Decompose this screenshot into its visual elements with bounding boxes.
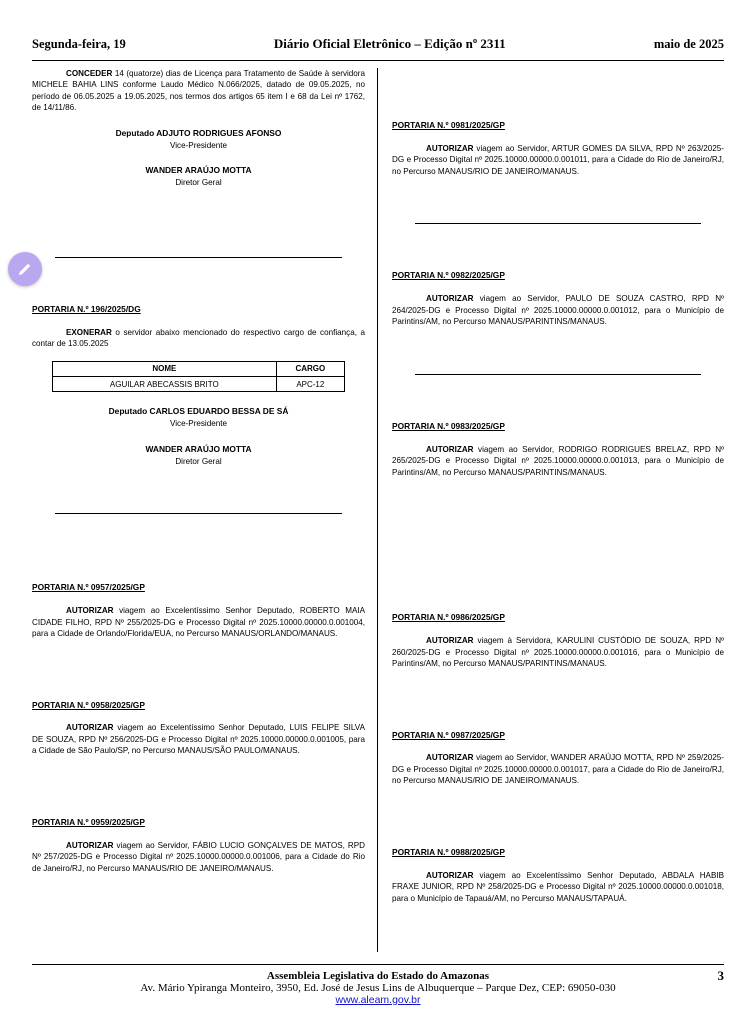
section-divider: [55, 513, 341, 514]
column-header-nome: NOME: [52, 361, 276, 376]
page-number: 3: [717, 968, 724, 983]
spacer: [392, 328, 724, 358]
portaria-0987-text: viagem ao Servidor, WANDER ARAÚJO MOTTA, RPD Nº 259/2025-DG e Processo Digital nº 2025.10000.00000.0.001017, para a Cidade do Rio de Janeiro/RJ, no Percurso MANAUS/RIO DE JANEIRO/MANAUS.: [392, 753, 724, 786]
footer-address: Av. Mário Ypiranga Monteiro, 3950, Ed. José de Jesus Lins de Albuquerque – Parque Dez, CEP: 69050-030: [140, 982, 616, 994]
portaria-0987-keyword: AUTORIZAR: [426, 753, 474, 763]
header-date-right: maio de 2025: [653, 37, 724, 51]
cargo-table: [52, 361, 345, 393]
spacer: [32, 787, 365, 817]
signature-4-name: WANDER ARAÚJO MOTTA: [145, 443, 252, 454]
footer-institution: Assembleia Legislativa do Estado do Amazonas: [266, 970, 490, 982]
portaria-0983-paragraph: [392, 444, 724, 478]
footer-divider: [32, 964, 724, 965]
portaria-0959-title: PORTARIA N.º 0959/2025/GP: [32, 816, 145, 827]
portaria-0981-paragraph: [392, 143, 724, 177]
table-row: [52, 377, 344, 392]
section-divider: [415, 374, 701, 375]
spacer: [392, 177, 724, 207]
signature-4-role: Diretor Geral: [175, 456, 222, 466]
spacer: [392, 582, 724, 612]
portaria-0957-text: viagem ao Excelentíssimo Senhor Deputado, ROBERTO MAIA CIDADE FILHO, RPD Nº 255/2025-DG e Processo Digital nº 2025.10000.00000.0.001004, para a Cidade de Orlando/Florida/EUA, no Percurso MANAUS/ORLANDO/MANAUS.: [32, 606, 365, 639]
conceder-keyword: CONCEDER: [66, 69, 113, 78]
signature-2-name: WANDER ARAÚJO MOTTA: [145, 165, 252, 176]
portaria-0958-paragraph: [32, 722, 365, 756]
portaria-0986-paragraph: [392, 635, 724, 669]
conceder-paragraph: [32, 68, 365, 114]
cell-nome: AGUILAR ABECASSIS BRITO: [52, 377, 276, 392]
spacer: [32, 189, 365, 241]
spacer: [32, 467, 365, 497]
portaria-0957-paragraph: [32, 605, 365, 639]
page-header: [32, 36, 724, 52]
spacer: [392, 787, 724, 817]
signature-2-role: Diretor Geral: [175, 178, 222, 188]
signature-1-name: Deputado ADJUTO RODRIGUES AFONSO: [115, 127, 282, 138]
page-footer: [32, 964, 724, 1006]
portaria-0959-keyword: AUTORIZAR: [66, 840, 114, 850]
portaria-0988-paragraph: [392, 870, 724, 904]
portaria-0983-title: PORTARIA N.º 0983/2025/GP: [392, 420, 505, 431]
portaria-0988-keyword: AUTORIZAR: [426, 870, 474, 880]
portaria-0958-keyword: AUTORIZAR: [66, 723, 114, 733]
cell-cargo: APC-12: [276, 377, 344, 392]
spacer: [32, 670, 365, 700]
portaria-0981-text: viagem ao Servidor, ARTUR GOMES DA SILVA, RPD Nº 263/2025-DG e Processo Digital nº 2025.10000.00000.0.001011, para a Cidade do Rio de Janeiro/RJ, no Percurso MANAUS/RIO DE JANEIRO/MANAUS.: [392, 143, 724, 176]
table-header-row: [52, 361, 344, 376]
header-date-left: Segunda-feira, 19: [32, 37, 126, 51]
spacer: [392, 817, 724, 847]
portaria-0986-title: PORTARIA N.º 0986/2025/GP: [392, 612, 505, 623]
spacer: [392, 68, 724, 120]
section-divider: [55, 257, 341, 258]
portaria-0986-keyword: AUTORIZAR: [426, 636, 474, 646]
portaria-0988-title: PORTARIA N.º 0988/2025/GP: [392, 846, 505, 857]
pencil-icon: [16, 260, 34, 278]
column-header-cargo: CARGO: [276, 361, 344, 376]
spacer: [392, 530, 724, 582]
signature-3-name: Deputado CARLOS EDUARDO BESSA DE SÁ: [108, 406, 289, 417]
portaria-0987-title: PORTARIA N.º 0987/2025/GP: [392, 729, 505, 740]
portaria-0959-paragraph: [32, 840, 365, 874]
spacer: [32, 530, 365, 582]
portaria-0982-keyword: AUTORIZAR: [426, 294, 474, 304]
portaria-0982-text: viagem ao Servidor, PAULO DE SOUZA CASTRO, RPD Nº 264/2025-DG e Processo Digital nº 2025.10000.00000.0.001012, para o Município de Parintins/AM, no Percurso MANAUS/PARINTINS/MANAUS.: [392, 294, 724, 327]
portaria-0982-title: PORTARIA N.º 0982/2025/GP: [392, 270, 505, 281]
spacer: [392, 670, 724, 700]
signature-3-role: Vice-Presidente: [170, 419, 227, 429]
header-divider: [32, 60, 724, 61]
spacer: [32, 274, 365, 304]
portaria-0958-text: viagem ao Excelentíssimo Senhor Deputado, LUIS FELIPE SILVA DE SOUZA, RPD Nº 256/2025-DG e Processo Digital nº 2025.10000.00000.0.001005, para a Cidade de São Paulo/SP, no Percurso MANAUS/SÃO PAULO/MANAUS.: [32, 723, 365, 756]
annotate-pencil-button[interactable]: [8, 252, 42, 286]
portaria-0957-title: PORTARIA N.º 0957/2025/GP: [32, 582, 145, 593]
right-column: [378, 68, 724, 952]
portaria-196-paragraph: [32, 327, 365, 350]
portaria-0957-keyword: AUTORIZAR: [66, 606, 114, 616]
left-column: [32, 68, 378, 952]
portaria-0983-keyword: AUTORIZAR: [426, 444, 474, 454]
portaria-0988-text: viagem ao Excelentíssimo Senhor Deputado, ABDALA HABIB FRAXE JUNIOR, RPD Nº 258/2025-DG e Processo Digital nº 2025.10000.00000.0.001018, para o Município de Tapauá/AM, no Percurso MANAUS/TAPAUÁ.: [392, 870, 724, 903]
portaria-196-keyword: EXONERAR: [66, 327, 112, 337]
section-divider: [415, 223, 701, 224]
footer-website-link[interactable]: www.aleam.gov.br: [335, 994, 421, 1006]
portaria-0981-title: PORTARIA N.º 0981/2025/GP: [392, 120, 505, 130]
portaria-0982-paragraph: [392, 293, 724, 327]
portaria-196-text: o servidor abaixo mencionado do respectivo cargo de confiança, a contar de 13.05.2025: [32, 327, 365, 349]
spacer: [392, 700, 724, 730]
spacer: [392, 240, 724, 270]
portaria-0986-text: viagem à Servidora, KARULINI CUSTÓDIO DE SOUZA, RPD Nº 260/2025-DG e Processo Digital nº 2025.10000.00000.0.001016, para o Município de Parintins/AM, no Percurso MANAUS/PARINTINS/MANAUS.: [392, 636, 724, 669]
portaria-0983-text: viagem ao Servidor, RODRIGO RODRIGUES BRELAZ, RPD Nº 265/2025-DG e Processo Digital nº 2025.10000.00000.0.001013, para o Município de Parintins/AM, no Percurso MANAUS/PARINTINS/MANAUS.: [392, 444, 724, 477]
portaria-0958-title: PORTARIA N.º 0958/2025/GP: [32, 699, 145, 710]
signature-1-role: Vice-Presidente: [170, 140, 227, 150]
portaria-196-title: PORTARIA N.º 196/2025/DG: [32, 303, 141, 314]
content-columns: [32, 68, 724, 952]
spacer: [392, 391, 724, 421]
conceder-text: 14 (quatorze) dias de Licença para Tratamento de Saúde à servidora MICHELE BAHIA LINS conforme Laudo Médico N.066/2025, datado de 09.05.2025, no período de 06.05.2025 a 19.05.2025, nos termos dos artigos 65 item I e 68 da Lei nº 1762, de 14/11/86.: [32, 69, 365, 113]
spacer: [32, 757, 365, 787]
portaria-0959-text: viagem ao Servidor, FÁBIO LUCIO GONÇALVES DE MATOS, RPD Nº 257/2025-DG e Processo Digital nº 2025.10000.00000.0.001006, para a Cidade do Rio de Janeiro/RJ, no Percurso MANAUS/RIO DE JANEIRO/MANAUS.: [32, 840, 365, 873]
portaria-0987-paragraph: [392, 752, 724, 786]
portaria-0981-keyword: AUTORIZAR: [426, 143, 474, 153]
spacer: [32, 640, 365, 670]
header-title: Diário Oficial Eletrônico – Edição nº 2311: [273, 36, 506, 51]
spacer: [392, 478, 724, 530]
